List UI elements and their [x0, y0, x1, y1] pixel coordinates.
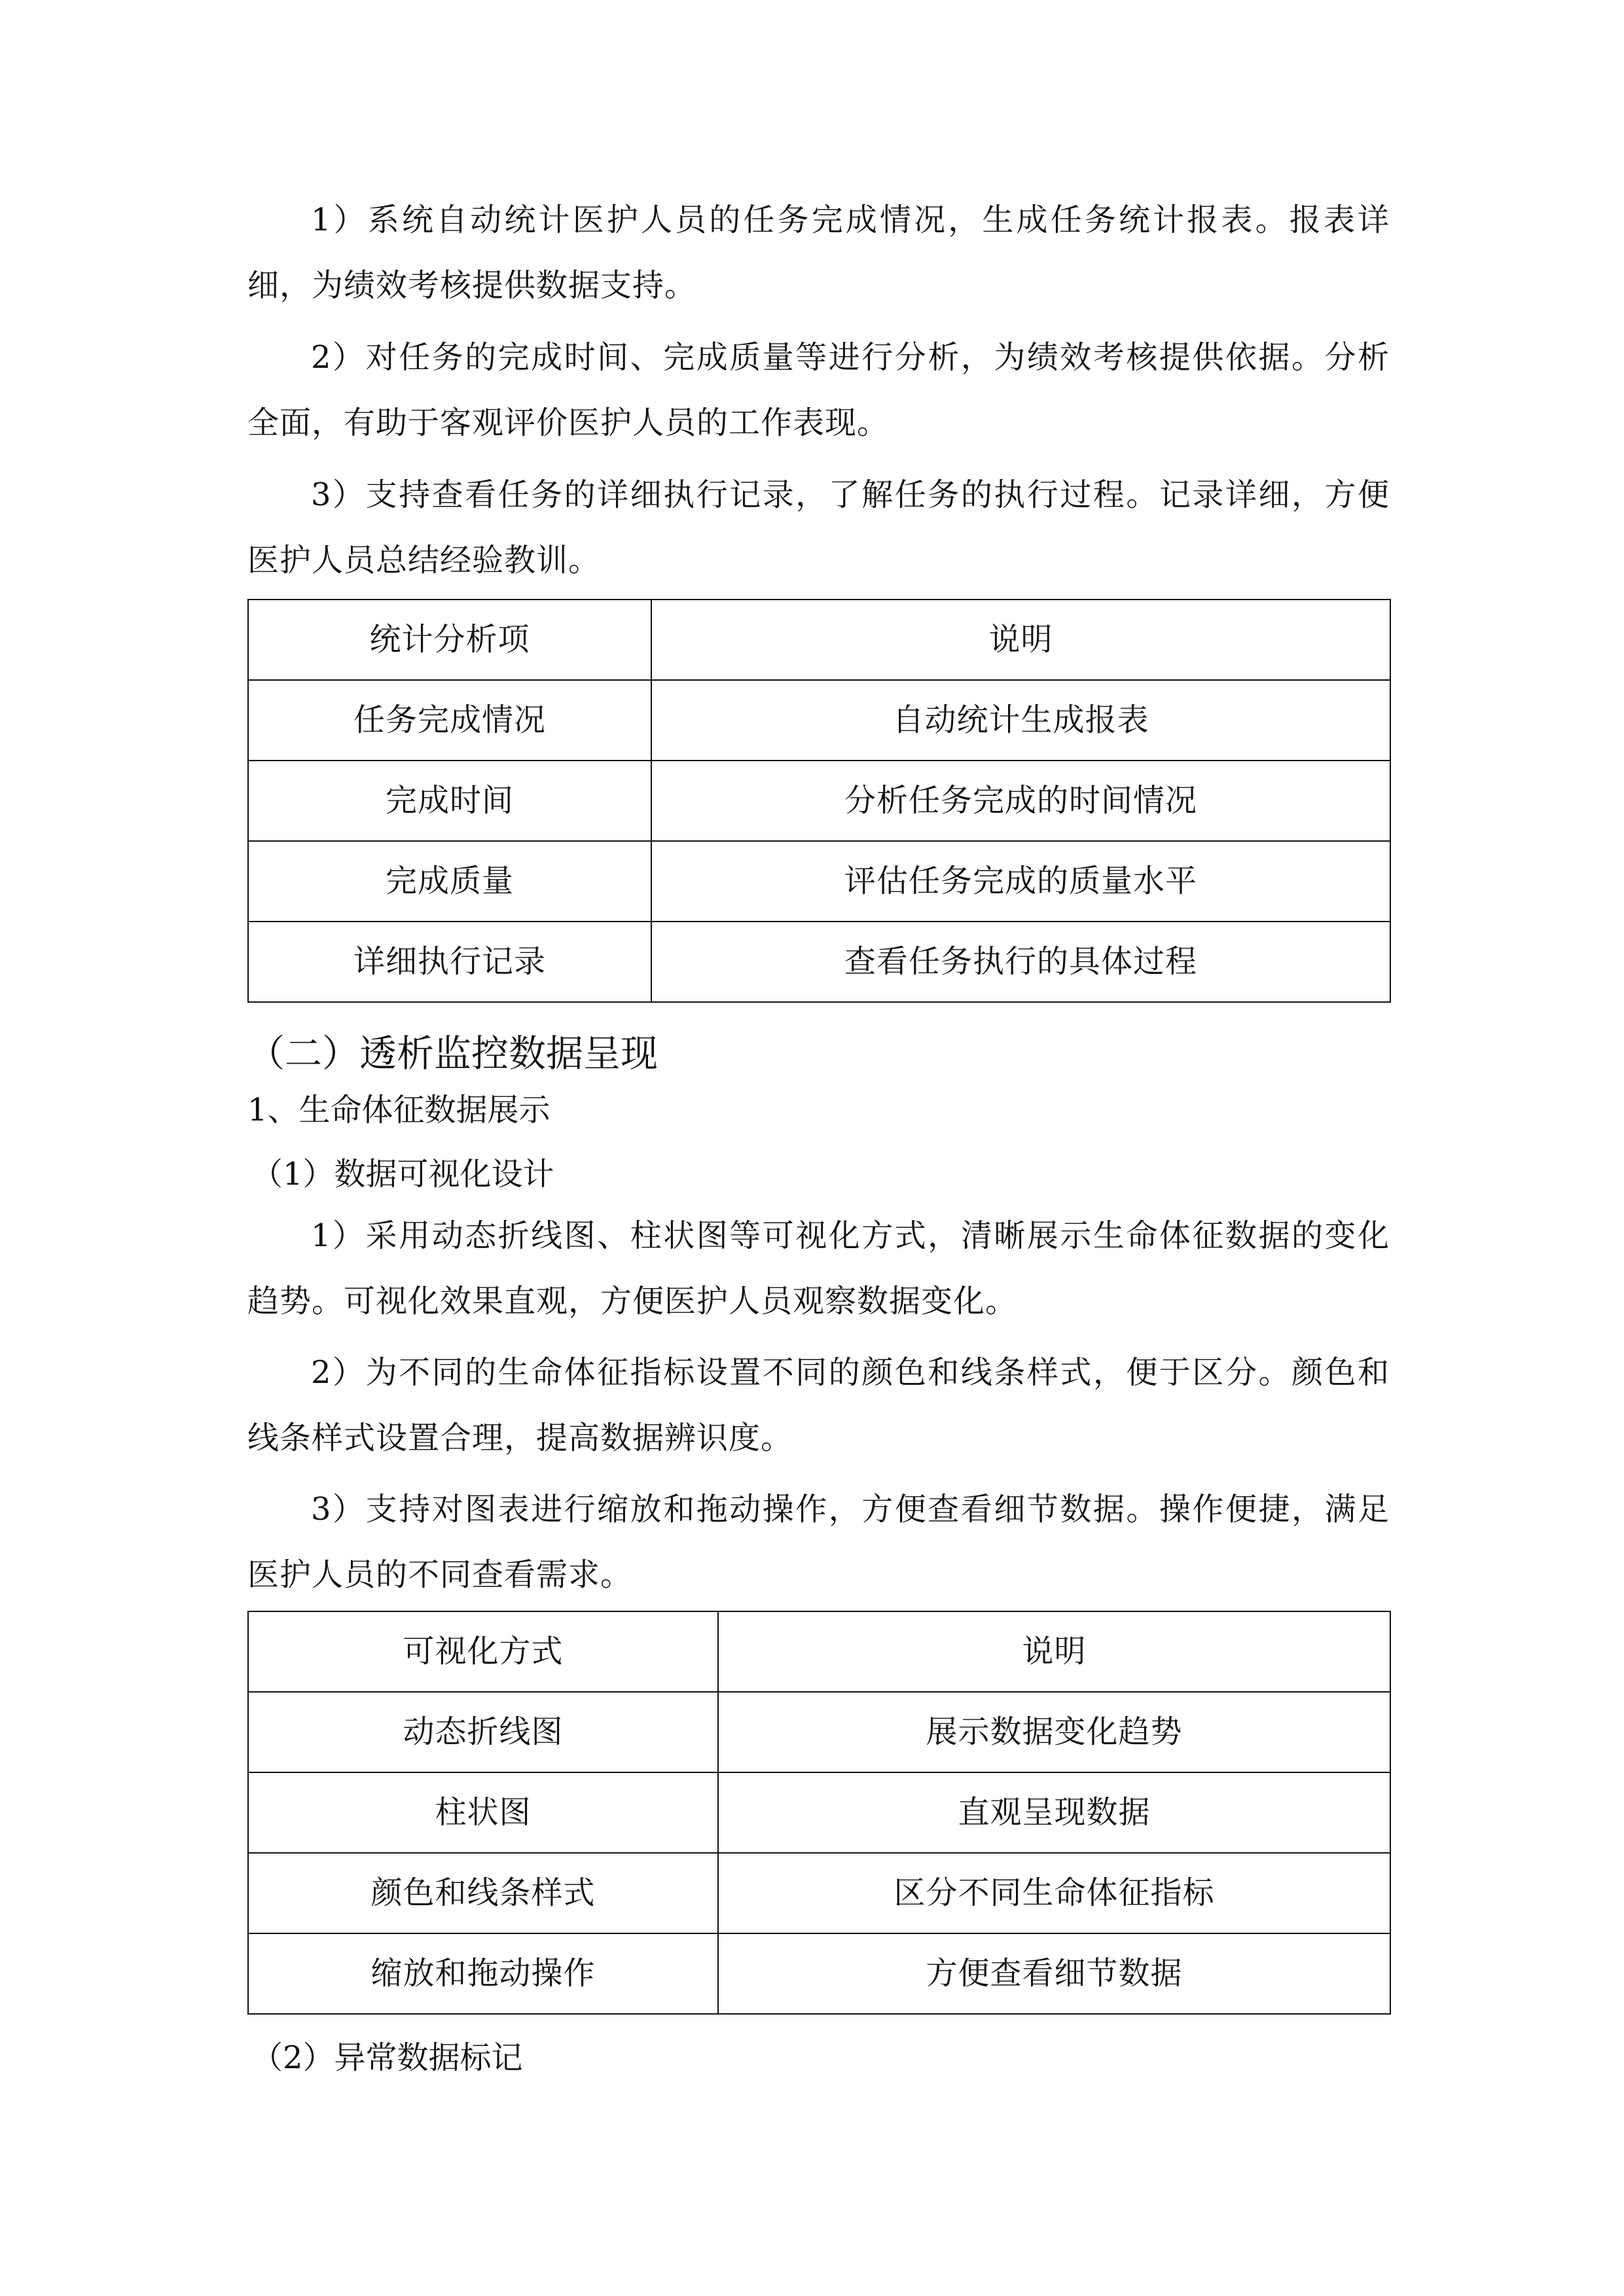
table-cell: 缩放和拖动操作	[248, 1933, 718, 2014]
table-header-cell: 说明	[651, 600, 1390, 680]
paragraph-task-statistics: 1）系统自动统计医护人员的任务完成情况，生成任务统计报表。报表详细，为绩效考核提供数据支持。	[247, 202, 1390, 304]
table-cell: 方便查看细节数据	[718, 1933, 1390, 2014]
paragraph-task-analysis: 2）对任务的完成时间、完成质量等进行分析，为绩效考核提供依据。分析全面，有助于客观评价医护人员的工作表现。	[247, 339, 1390, 441]
table-row	[248, 1933, 1390, 2014]
table-row	[248, 1772, 1390, 1853]
table-cell: 区分不同生命体征指标	[718, 1853, 1390, 1933]
table-header-cell: 可视化方式	[248, 1611, 718, 1692]
paragraph-visualization-methods: 1）采用动态折线图、柱状图等可视化方式，清晰展示生命体征数据的变化趋势。可视化效果直观，方便医护人员观察数据变化。	[247, 1217, 1390, 1319]
table-cell: 颜色和线条样式	[248, 1853, 718, 1933]
table-cell: 任务完成情况	[248, 680, 651, 761]
table-cell: 评估任务完成的质量水平	[651, 841, 1390, 922]
table-cell: 详细执行记录	[248, 922, 651, 1002]
table-row	[248, 1853, 1390, 1933]
visualization-methods-table	[247, 1611, 1391, 2015]
subsection-heading: 1、生命体征数据展示	[247, 1092, 550, 1128]
paragraph-color-line-styles: 2）为不同的生命体征指标设置不同的颜色和线条样式，便于区分。颜色和线条样式设置合理，提高数据辨识度。	[247, 1354, 1390, 1456]
table-row	[248, 761, 1390, 841]
table-header-row	[248, 1611, 1390, 1692]
statistics-analysis-table	[247, 599, 1391, 1003]
table-row	[248, 1692, 1390, 1772]
table-header-cell: 统计分析项	[248, 600, 651, 680]
subsubsection-heading-anomaly: （2）异常数据标记	[251, 2039, 523, 2076]
table-cell: 查看任务执行的具体过程	[651, 922, 1390, 1002]
table-header-cell: 说明	[718, 1611, 1390, 1692]
table-cell: 完成时间	[248, 761, 651, 841]
table-cell: 动态折线图	[248, 1692, 718, 1772]
table-cell: 分析任务完成的时间情况	[651, 761, 1390, 841]
table-row	[248, 680, 1390, 761]
table-row	[248, 922, 1390, 1002]
table-row	[248, 841, 1390, 922]
paragraph-zoom-drag: 3）支持对图表进行缩放和拖动操作，方便查看细节数据。操作便捷，满足医护人员的不同查看需求。	[247, 1491, 1390, 1593]
table-cell: 直观呈现数据	[718, 1772, 1390, 1853]
section-heading: （二）透析监控数据呈现	[247, 1032, 658, 1075]
paragraph-execution-records: 3）支持查看任务的详细执行记录，了解任务的执行过程。记录详细，方便医护人员总结经验教训。	[247, 476, 1390, 579]
table-cell: 完成质量	[248, 841, 651, 922]
subsubsection-heading: （1）数据可视化设计	[251, 1156, 554, 1193]
table-cell: 展示数据变化趋势	[718, 1692, 1390, 1772]
table-cell: 柱状图	[248, 1772, 718, 1853]
table-cell: 自动统计生成报表	[651, 680, 1390, 761]
table-header-row	[248, 600, 1390, 680]
